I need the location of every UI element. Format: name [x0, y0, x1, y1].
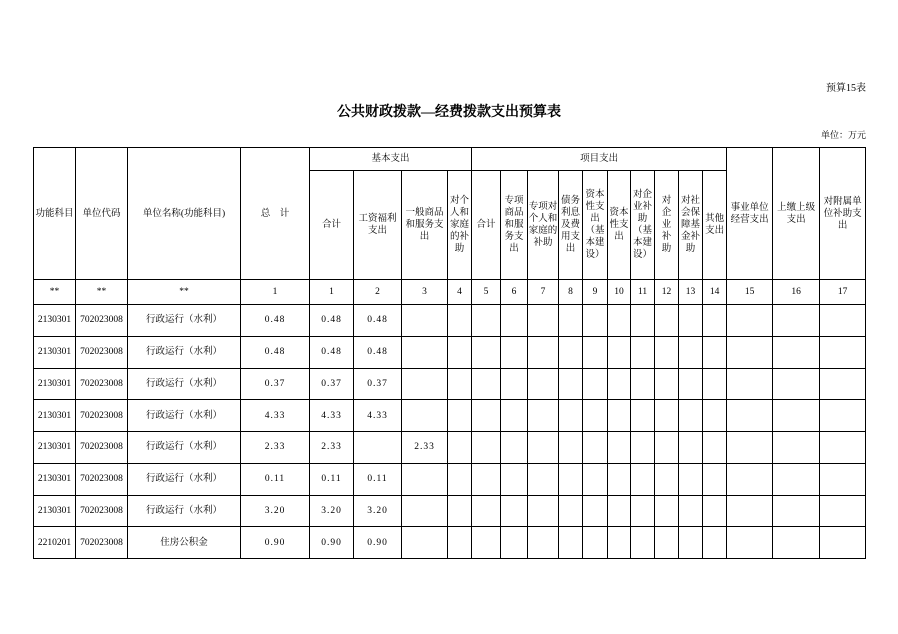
- header-label: 其他支出: [705, 214, 725, 236]
- amount-project-enterprise-subsidy: [655, 527, 679, 559]
- amount-basic-subtotal: 0.90: [310, 527, 354, 559]
- amount-project-household-subsidy: [528, 495, 559, 527]
- amount-project-capital: [608, 305, 631, 337]
- amount-basic-salary-welfare: [354, 432, 402, 464]
- amount-subsidiary-subsidy: [820, 305, 866, 337]
- amount-subsidiary-subsidy: [820, 527, 866, 559]
- column-number: 16: [773, 280, 820, 305]
- column-number: 8: [559, 280, 583, 305]
- amount-basic-household-subsidy: [448, 305, 472, 337]
- header-label: 资本性支出（基本建设）: [585, 190, 605, 260]
- function-code-cell: 2130301: [34, 305, 76, 337]
- header-upper-level-payment: 上缴上级支出: [773, 148, 820, 280]
- amount-basic-goods-services: [402, 368, 448, 400]
- amount-subsidiary-subsidy: [820, 400, 866, 432]
- amount-project-capital-construction: [583, 336, 608, 368]
- amount-project-goods-services: [501, 336, 528, 368]
- column-number: 4: [448, 280, 472, 305]
- amount-basic-salary-welfare: 4.33: [354, 400, 402, 432]
- amount-business-expenditure: [727, 527, 773, 559]
- header-label: 对企业补助: [661, 196, 672, 254]
- amount-basic-goods-services: 2.33: [402, 432, 448, 464]
- amount-business-expenditure: [727, 305, 773, 337]
- amount-basic-household-subsidy: [448, 336, 472, 368]
- function-code-cell: 2210201: [34, 527, 76, 559]
- amount-project-debt-interest: [559, 336, 583, 368]
- header-project-goods-services: [501, 171, 528, 280]
- amount-upper-level-payment: [773, 336, 820, 368]
- amount-project-social-security-fund: [679, 463, 703, 495]
- header-project-enterprise-subsidy: [655, 171, 679, 280]
- amount-project-capital-construction: [583, 368, 608, 400]
- column-number: 14: [703, 280, 727, 305]
- amount-project-enterprise-subsidy: [655, 336, 679, 368]
- amount-subsidiary-subsidy: [820, 463, 866, 495]
- function-code-cell: 2130301: [34, 368, 76, 400]
- amount-basic-subtotal: 0.48: [310, 305, 354, 337]
- amount-project-capital-construction: [583, 432, 608, 464]
- amount-project-other: [703, 400, 727, 432]
- amount-project-capital: [608, 527, 631, 559]
- amount-basic-salary-welfare: 0.37: [354, 368, 402, 400]
- amount-basic-salary-welfare: 0.11: [354, 463, 402, 495]
- amount-basic-salary-welfare: 0.90: [354, 527, 402, 559]
- unit-name-cell: 行政运行（水利）: [128, 336, 241, 368]
- amount-project-capital-construction: [583, 463, 608, 495]
- column-number: **: [76, 280, 128, 305]
- unit-name-cell: 住房公积金: [128, 527, 241, 559]
- amount-project-capital: [608, 336, 631, 368]
- amount-project-social-security-fund: [679, 368, 703, 400]
- header-unit-code: 单位代码: [76, 148, 128, 280]
- amount-project-debt-interest: [559, 432, 583, 464]
- header-project-household-subsidy: [528, 171, 559, 280]
- amount-project-subtotal: [472, 368, 501, 400]
- column-number: 7: [528, 280, 559, 305]
- amount-business-expenditure: [727, 400, 773, 432]
- amount-total: 0.48: [241, 336, 310, 368]
- unit-name-cell: 行政运行（水利）: [128, 305, 241, 337]
- amount-basic-subtotal: 2.33: [310, 432, 354, 464]
- amount-project-enterprise-subsidy: [655, 463, 679, 495]
- amount-upper-level-payment: [773, 463, 820, 495]
- amount-project-enterprise-construction: [631, 495, 655, 527]
- column-number: **: [128, 280, 241, 305]
- header-label: 合计: [321, 220, 341, 230]
- amount-total: 0.11: [241, 463, 310, 495]
- unit-code-cell: 702023008: [76, 336, 128, 368]
- column-number-row: [34, 280, 866, 305]
- amount-project-capital: [608, 495, 631, 527]
- unit-name-cell: 行政运行（水利）: [128, 495, 241, 527]
- header-label: 资本性支出: [609, 208, 629, 242]
- header-unit-name: 单位名称(功能科目): [128, 148, 241, 280]
- amount-upper-level-payment: [773, 495, 820, 527]
- function-code-cell: 2130301: [34, 400, 76, 432]
- amount-subsidiary-subsidy: [820, 368, 866, 400]
- column-number: 2: [354, 280, 402, 305]
- amount-business-expenditure: [727, 432, 773, 464]
- amount-total: 4.33: [241, 400, 310, 432]
- unit-code-cell: 702023008: [76, 400, 128, 432]
- amount-project-enterprise-construction: [631, 305, 655, 337]
- amount-project-household-subsidy: [528, 463, 559, 495]
- header-project-debt-interest: [559, 171, 583, 280]
- amount-project-debt-interest: [559, 400, 583, 432]
- amount-basic-goods-services: [402, 400, 448, 432]
- amount-project-subtotal: [472, 305, 501, 337]
- amount-project-other: [703, 463, 727, 495]
- amount-project-household-subsidy: [528, 400, 559, 432]
- unit-code-cell: 702023008: [76, 527, 128, 559]
- document-title: 公共财政拨款—经费拨款支出预算表: [337, 105, 561, 120]
- header-label: 工资福利支出: [358, 214, 397, 236]
- unit-label: 单位：万元: [820, 130, 866, 140]
- column-number: **: [34, 280, 76, 305]
- column-number: 6: [501, 280, 528, 305]
- amount-project-other: [703, 336, 727, 368]
- amount-project-capital-construction: [583, 527, 608, 559]
- amount-project-other: [703, 432, 727, 464]
- amount-project-capital-construction: [583, 495, 608, 527]
- amount-project-household-subsidy: [528, 527, 559, 559]
- header-basic-subtotal: [310, 171, 354, 280]
- amount-subsidiary-subsidy: [820, 432, 866, 464]
- column-number: 17: [820, 280, 866, 305]
- amount-project-enterprise-subsidy: [655, 495, 679, 527]
- header-project-capital-construction: [583, 171, 608, 280]
- amount-basic-salary-welfare: 0.48: [354, 305, 402, 337]
- table-row: [34, 463, 866, 495]
- amount-project-goods-services: [501, 527, 528, 559]
- unit-code-cell: 702023008: [76, 495, 128, 527]
- unit-name-cell: 行政运行（水利）: [128, 400, 241, 432]
- amount-project-enterprise-construction: [631, 336, 655, 368]
- table-header: [34, 148, 866, 305]
- amount-project-debt-interest: [559, 305, 583, 337]
- header-total: 总 计: [241, 148, 310, 280]
- header-project-capital: [608, 171, 631, 280]
- amount-project-debt-interest: [559, 368, 583, 400]
- header-label: 专项对个人和家庭的补助: [528, 202, 558, 248]
- column-number: 1: [241, 280, 310, 305]
- header-label: 一般商品和服务支出: [405, 208, 444, 242]
- header-function-subject: 功能科目: [34, 148, 76, 280]
- amount-subsidiary-subsidy: [820, 495, 866, 527]
- function-code-cell: 2130301: [34, 495, 76, 527]
- unit-name-cell: 行政运行（水利）: [128, 463, 241, 495]
- header-basic-goods-services: [402, 171, 448, 280]
- amount-project-goods-services: [501, 463, 528, 495]
- amount-project-capital: [608, 463, 631, 495]
- function-code-cell: 2130301: [34, 432, 76, 464]
- amount-basic-goods-services: [402, 495, 448, 527]
- amount-total: 0.48: [241, 305, 310, 337]
- amount-basic-subtotal: 3.20: [310, 495, 354, 527]
- amount-project-social-security-fund: [679, 305, 703, 337]
- amount-project-capital-construction: [583, 400, 608, 432]
- table-row: [34, 305, 866, 337]
- amount-basic-goods-services: [402, 527, 448, 559]
- amount-project-debt-interest: [559, 495, 583, 527]
- amount-upper-level-payment: [773, 527, 820, 559]
- amount-project-subtotal: [472, 527, 501, 559]
- amount-project-enterprise-construction: [631, 432, 655, 464]
- amount-business-expenditure: [727, 495, 773, 527]
- amount-project-subtotal: [472, 336, 501, 368]
- unit-code-cell: 702023008: [76, 463, 128, 495]
- amount-basic-household-subsidy: [448, 463, 472, 495]
- column-number: 11: [631, 280, 655, 305]
- amount-project-other: [703, 305, 727, 337]
- amount-basic-household-subsidy: [448, 527, 472, 559]
- amount-project-social-security-fund: [679, 495, 703, 527]
- amount-basic-salary-welfare: 3.20: [354, 495, 402, 527]
- amount-project-enterprise-construction: [631, 368, 655, 400]
- table-body: [34, 305, 866, 559]
- amount-project-enterprise-subsidy: [655, 368, 679, 400]
- amount-project-debt-interest: [559, 527, 583, 559]
- amount-project-social-security-fund: [679, 400, 703, 432]
- amount-basic-salary-welfare: 0.48: [354, 336, 402, 368]
- amount-project-other: [703, 368, 727, 400]
- header-business-expenditure: 事业单位经营支出: [727, 148, 773, 280]
- amount-project-other: [703, 495, 727, 527]
- amount-project-capital-construction: [583, 305, 608, 337]
- column-number: 9: [583, 280, 608, 305]
- amount-basic-household-subsidy: [448, 495, 472, 527]
- amount-project-enterprise-subsidy: [655, 432, 679, 464]
- amount-upper-level-payment: [773, 400, 820, 432]
- table-row: [34, 336, 866, 368]
- amount-project-goods-services: [501, 495, 528, 527]
- amount-business-expenditure: [727, 336, 773, 368]
- column-number: 12: [655, 280, 679, 305]
- amount-basic-subtotal: 4.33: [310, 400, 354, 432]
- amount-project-enterprise-subsidy: [655, 400, 679, 432]
- amount-upper-level-payment: [773, 432, 820, 464]
- column-number: 15: [727, 280, 773, 305]
- amount-upper-level-payment: [773, 368, 820, 400]
- amount-project-social-security-fund: [679, 527, 703, 559]
- amount-project-subtotal: [472, 400, 501, 432]
- amount-project-household-subsidy: [528, 368, 559, 400]
- amount-project-subtotal: [472, 495, 501, 527]
- amount-business-expenditure: [727, 368, 773, 400]
- unit-code-cell: 702023008: [76, 368, 128, 400]
- header-row-groups: [34, 148, 866, 171]
- column-number: 13: [679, 280, 703, 305]
- table-row: [34, 527, 866, 559]
- header-basic-household-subsidy: [448, 171, 472, 280]
- amount-project-enterprise-construction: [631, 400, 655, 432]
- table-row: [34, 368, 866, 400]
- header-project-other: [703, 171, 727, 280]
- amount-project-debt-interest: [559, 463, 583, 495]
- amount-basic-subtotal: 0.48: [310, 336, 354, 368]
- header-label: 专项商品和服务支出: [504, 196, 524, 254]
- header-label: 对社会保障基金补助: [681, 196, 701, 254]
- amount-upper-level-payment: [773, 305, 820, 337]
- amount-project-household-subsidy: [528, 432, 559, 464]
- amount-project-household-subsidy: [528, 336, 559, 368]
- unit-code-cell: 702023008: [76, 305, 128, 337]
- amount-total: 0.90: [241, 527, 310, 559]
- header-label: 对企业补助（基本建设）: [633, 190, 653, 260]
- column-number: 3: [402, 280, 448, 305]
- amount-business-expenditure: [727, 463, 773, 495]
- amount-basic-household-subsidy: [448, 400, 472, 432]
- amount-project-other: [703, 527, 727, 559]
- amount-project-enterprise-subsidy: [655, 305, 679, 337]
- header-project-enterprise-construction: [631, 171, 655, 280]
- amount-project-capital: [608, 432, 631, 464]
- header-basic-expenditure-group: 基本支出: [310, 148, 472, 171]
- amount-basic-subtotal: 0.37: [310, 368, 354, 400]
- amount-subsidiary-subsidy: [820, 336, 866, 368]
- amount-project-goods-services: [501, 400, 528, 432]
- amount-project-social-security-fund: [679, 432, 703, 464]
- column-number: 10: [608, 280, 631, 305]
- amount-basic-household-subsidy: [448, 368, 472, 400]
- amount-project-enterprise-construction: [631, 463, 655, 495]
- table-row: [34, 432, 866, 464]
- header-project-expenditure-group: 项目支出: [472, 148, 727, 171]
- amount-project-household-subsidy: [528, 305, 559, 337]
- header-label: 债务利息及费用支出: [561, 196, 581, 254]
- amount-total: 2.33: [241, 432, 310, 464]
- function-code-cell: 2130301: [34, 336, 76, 368]
- table-row: [34, 495, 866, 527]
- unit-name-cell: 行政运行（水利）: [128, 432, 241, 464]
- amount-basic-goods-services: [402, 463, 448, 495]
- amount-project-capital: [608, 400, 631, 432]
- budget-table: [33, 147, 866, 559]
- column-number: 1: [310, 280, 354, 305]
- unit-code-cell: 702023008: [76, 432, 128, 464]
- column-number: 5: [472, 280, 501, 305]
- amount-total: 3.20: [241, 495, 310, 527]
- header-project-social-security-fund: [679, 171, 703, 280]
- amount-basic-goods-services: [402, 336, 448, 368]
- amount-total: 0.37: [241, 368, 310, 400]
- amount-project-capital: [608, 368, 631, 400]
- amount-project-goods-services: [501, 368, 528, 400]
- header-label: 对个人和家庭的补助: [450, 196, 470, 254]
- amount-basic-goods-services: [402, 305, 448, 337]
- amount-project-social-security-fund: [679, 336, 703, 368]
- header-label: 合计: [476, 220, 496, 230]
- amount-project-subtotal: [472, 432, 501, 464]
- header-subsidiary-subsidy: 对附属单位补助支出: [820, 148, 866, 280]
- header-basic-salary-welfare: [354, 171, 402, 280]
- table-row: [34, 400, 866, 432]
- unit-name-cell: 行政运行（水利）: [128, 368, 241, 400]
- amount-project-subtotal: [472, 463, 501, 495]
- amount-project-enterprise-construction: [631, 527, 655, 559]
- amount-basic-household-subsidy: [448, 432, 472, 464]
- amount-basic-subtotal: 0.11: [310, 463, 354, 495]
- amount-project-goods-services: [501, 432, 528, 464]
- amount-project-goods-services: [501, 305, 528, 337]
- table-code: 预算15表: [826, 83, 866, 94]
- function-code-cell: 2130301: [34, 463, 76, 495]
- header-project-subtotal: [472, 171, 501, 280]
